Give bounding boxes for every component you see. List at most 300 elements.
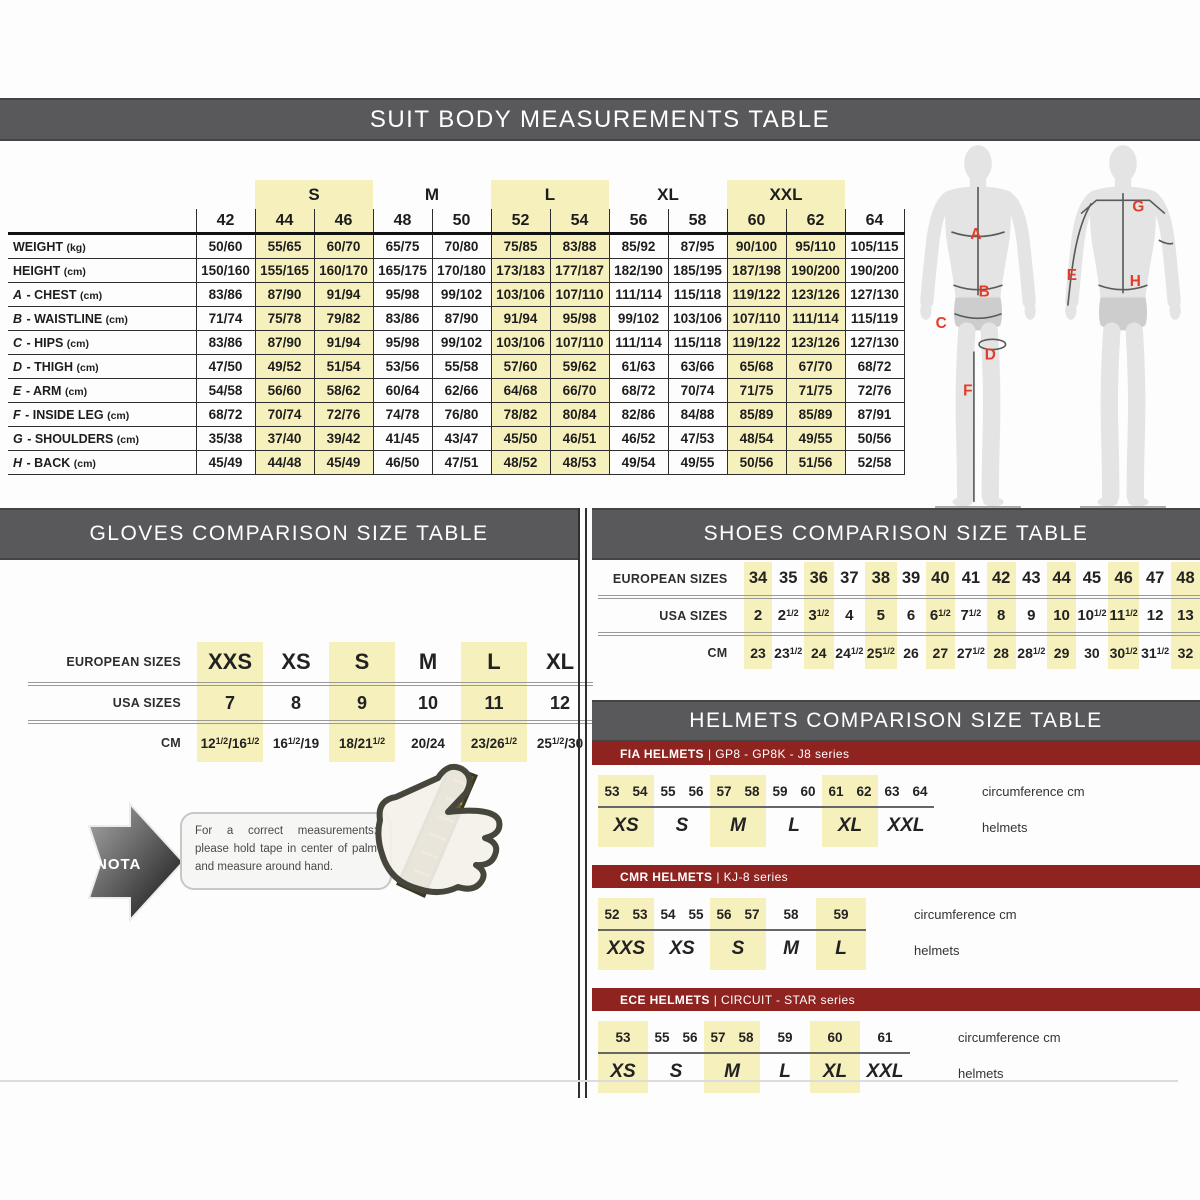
circumference-label: circumference cm xyxy=(982,783,1085,799)
half-fraction: 1/2 xyxy=(850,645,864,656)
helmet-size-cell: XS xyxy=(669,938,695,959)
suit-value-cell: 45/49 xyxy=(196,451,255,475)
shoes-size-cell: 4 xyxy=(834,597,866,634)
suit-value-cell: 127/130 xyxy=(845,331,904,355)
helmet-series-name: ECE HELMETS xyxy=(620,992,710,1007)
shoes-size-cell: $3^{1/2}$ xyxy=(804,597,834,634)
gloves-size-cell: XXS xyxy=(197,642,263,684)
suit-value-cell: 37/40 xyxy=(255,427,314,451)
suit-value-cell: 71/74 xyxy=(196,307,255,331)
suit-value-cell: 60/64 xyxy=(373,379,432,403)
shoes-row xyxy=(598,562,1200,597)
suit-row-unit: (cm) xyxy=(63,265,86,278)
suit-value-cell: 190/200 xyxy=(786,259,845,283)
suit-value-cell: 107/110 xyxy=(727,307,786,331)
circumference-cell: 58 xyxy=(732,1021,760,1053)
helmet-size-table xyxy=(598,1021,1062,1093)
suit-value-cell: 95/98 xyxy=(550,307,609,331)
suit-value-cell: 91/94 xyxy=(491,307,550,331)
suit-value-cell: 35/38 xyxy=(196,427,255,451)
half-fraction: 1/2 xyxy=(504,735,518,746)
suit-value-cell: 165/175 xyxy=(373,259,432,283)
suit-measurements-table xyxy=(8,180,905,475)
gloves-size-cell: 8 xyxy=(263,684,329,722)
suit-data-row xyxy=(8,331,904,355)
suit-value-cell: 187/198 xyxy=(727,259,786,283)
suit-value-cell: 103/106 xyxy=(668,307,727,331)
suit-value-cell: 65/75 xyxy=(373,234,432,259)
suit-value-cell: 85/89 xyxy=(786,403,845,427)
suit-value-cell: 87/91 xyxy=(845,403,904,427)
suit-value-cell: 57/60 xyxy=(491,355,550,379)
nota-arrow-icon xyxy=(86,798,186,928)
half-fraction: 1/2 xyxy=(968,608,982,618)
shoes-size-cell: $27^{1/2}$ xyxy=(956,644,985,661)
row-label: CM xyxy=(160,736,181,750)
shoes-size-cell: 24 xyxy=(804,634,834,669)
shoes-size-cell: 10 xyxy=(1047,597,1076,634)
shoes-size-cell: 26 xyxy=(903,644,919,661)
shoes-size-cell: 43 xyxy=(1016,562,1048,597)
suit-value-cell: 56/60 xyxy=(255,379,314,403)
shoes-size-cell: 29 xyxy=(1047,634,1076,669)
suit-value-cell: 47/50 xyxy=(196,355,255,379)
shoes-size-cell: 9 xyxy=(1016,597,1048,634)
suit-value-cell: 115/118 xyxy=(668,331,727,355)
suit-row-label: HEIGHT (cm) xyxy=(8,259,196,283)
suit-row-unit: (kg) xyxy=(66,241,86,254)
helmets-section-title: HELMETS COMPARISON SIZE TABLE xyxy=(689,709,1103,732)
shoes-size-cell: $2^{1/2}$ xyxy=(772,597,804,634)
suit-value-cell: 87/90 xyxy=(432,307,491,331)
suit-value-cell: 87/95 xyxy=(668,234,727,259)
circumference-cell: 52 xyxy=(598,898,626,930)
circumference-cell: 60 xyxy=(794,775,822,807)
helmets-tables-container xyxy=(592,742,1200,1111)
suit-value-cell: 105/115 xyxy=(845,234,904,259)
circumference-cell: 54 xyxy=(626,775,654,807)
suit-value-cell: 61/63 xyxy=(609,355,668,379)
circumference-cell: 64 xyxy=(906,775,934,807)
suit-value-cell: 185/195 xyxy=(668,259,727,283)
suit-row-unit: (cm) xyxy=(64,385,88,398)
circumference-cell: 62 xyxy=(850,775,878,807)
gloves-size-cell: 11 xyxy=(461,684,527,722)
suit-value-cell: 87/90 xyxy=(255,283,314,307)
shoes-size-cell: 8 xyxy=(987,597,1016,634)
suit-value-cell: 62/66 xyxy=(432,379,491,403)
half-fraction: 1/2 xyxy=(882,645,895,656)
suit-data-row xyxy=(8,283,904,307)
suit-value-cell: 107/110 xyxy=(550,331,609,355)
suit-value-cell: 71/75 xyxy=(786,379,845,403)
helmet-circumference-row xyxy=(598,898,1018,930)
helmet-series-label: | CIRCUIT - STAR series xyxy=(713,992,855,1007)
helmet-size-cell: XS xyxy=(598,1053,648,1093)
helmet-series-bar xyxy=(592,742,1200,765)
half-fraction: 1/2 xyxy=(1156,645,1170,656)
suit-value-cell: 64/68 xyxy=(491,379,550,403)
suit-value-cell: 48/53 xyxy=(550,451,609,475)
row-label: CM xyxy=(707,645,728,660)
helmets-section-title-bar xyxy=(592,700,1200,742)
helmet-size-cell: M xyxy=(710,807,766,847)
measurement-letter-c: C xyxy=(935,315,947,333)
shoes-size-cell: 41 xyxy=(955,562,987,597)
helmet-size-cell: M xyxy=(704,1053,760,1093)
gloves-size-cell: S xyxy=(329,642,395,684)
suit-value-cell: 95/110 xyxy=(786,234,845,259)
circumference-label: circumference cm xyxy=(958,1029,1061,1045)
suit-value-cell: 46/50 xyxy=(373,451,432,475)
suit-value-cell: 85/89 xyxy=(727,403,786,427)
suit-data-row xyxy=(8,355,904,379)
shoes-size-cell: 13 xyxy=(1171,597,1200,634)
circumference-cell: 57 xyxy=(738,898,766,930)
suit-value-cell: 91/94 xyxy=(314,283,373,307)
suit-row-label: A - CHEST (cm) xyxy=(8,283,196,307)
suit-value-cell: 95/98 xyxy=(373,331,432,355)
suit-value-cell: 41/45 xyxy=(373,427,432,451)
suit-value-cell: 60/70 xyxy=(314,234,373,259)
helmets-label: helmets xyxy=(982,819,1028,835)
suit-value-cell: 91/94 xyxy=(314,331,373,355)
gloves-size-cell: M xyxy=(395,642,461,684)
helmet-size-cell: L xyxy=(788,815,800,836)
half-fraction: 1/2 xyxy=(1032,645,1046,656)
suit-value-cell: 68/72 xyxy=(609,379,668,403)
shoes-size-cell: $23^{1/2}$ xyxy=(774,644,803,661)
suit-value-cell: 46/51 xyxy=(550,427,609,451)
suit-value-cell: 177/187 xyxy=(550,259,609,283)
half-fraction: 1/2 xyxy=(551,735,565,746)
half-fraction: 1/2 xyxy=(372,735,386,746)
circumference-cell: 57 xyxy=(710,775,738,807)
suit-row-label: C - HIPS (cm) xyxy=(8,331,196,355)
suit-row-unit: (cm) xyxy=(76,361,99,374)
suit-size-header: 52 xyxy=(491,209,550,234)
suit-value-cell: 43/47 xyxy=(432,427,491,451)
gloves-row xyxy=(28,684,593,722)
shoes-size-cell: 46 xyxy=(1108,562,1140,597)
suit-value-cell: 67/70 xyxy=(786,355,845,379)
half-fraction: 1/2 xyxy=(816,608,830,618)
suit-corner-cell xyxy=(8,180,196,209)
suit-value-cell: 53/56 xyxy=(373,355,432,379)
shoes-size-cell: 32 xyxy=(1171,634,1200,669)
suit-value-cell: 44/48 xyxy=(255,451,314,475)
circumference-cell: 59 xyxy=(766,775,794,807)
suit-row-label: E - ARM (cm) xyxy=(8,379,196,403)
suit-size-header: 50 xyxy=(432,209,491,234)
suit-value-cell: 173/183 xyxy=(491,259,550,283)
suit-value-cell: 80/84 xyxy=(550,403,609,427)
shoes-size-cell: $31^{1/2}$ xyxy=(1141,644,1170,661)
suit-value-cell: 83/86 xyxy=(196,283,255,307)
gloves-size-cell: XS xyxy=(263,642,329,684)
suit-value-cell: 127/130 xyxy=(845,283,904,307)
suit-value-cell: 115/118 xyxy=(668,283,727,307)
suit-value-cell: 39/42 xyxy=(314,427,373,451)
suit-group-label: S xyxy=(255,180,373,209)
suit-value-cell: 83/86 xyxy=(196,331,255,355)
suit-value-cell: 190/200 xyxy=(845,259,904,283)
measurement-letter-g: G xyxy=(1132,198,1145,216)
suit-value-cell: 99/102 xyxy=(432,283,491,307)
suit-value-cell: 99/102 xyxy=(609,307,668,331)
shoes-size-cell: $28^{1/2}$ xyxy=(1017,644,1046,661)
shoes-size-cell: 30 xyxy=(1084,644,1100,661)
suit-size-header: 56 xyxy=(609,209,668,234)
suit-data-row xyxy=(8,234,904,259)
gloves-size-table-container xyxy=(28,642,593,762)
suit-value-cell: 52/58 xyxy=(845,451,904,475)
circumference-cell: 57 xyxy=(704,1021,732,1053)
circumference-cell: 61 xyxy=(822,775,850,807)
suit-value-cell: 87/90 xyxy=(255,331,314,355)
suit-group-label xyxy=(196,180,255,209)
helmet-series-bar xyxy=(592,988,1200,1011)
suit-value-cell: 51/56 xyxy=(786,451,845,475)
suit-size-header: 64 xyxy=(845,209,904,234)
suit-data-row xyxy=(8,427,904,451)
suit-value-cell: 47/53 xyxy=(668,427,727,451)
helmet-series-name: FIA HELMETS xyxy=(620,746,704,761)
helmet-series-label: | KJ-8 series xyxy=(716,869,789,884)
suit-value-cell: 51/54 xyxy=(314,355,373,379)
suit-group-label xyxy=(845,180,904,209)
circumference-cell: 63 xyxy=(878,775,906,807)
suit-value-cell: 70/74 xyxy=(255,403,314,427)
helmet-size-cell: XXL xyxy=(866,1061,904,1082)
shoes-size-cell: 40 xyxy=(926,562,956,597)
suit-value-cell: 55/58 xyxy=(432,355,491,379)
gloves-size-cell: $18/21^{1/2}$ xyxy=(329,722,395,762)
suit-value-cell: 84/88 xyxy=(668,403,727,427)
half-fraction: 1/2 xyxy=(246,735,260,746)
suit-value-cell: 45/49 xyxy=(314,451,373,475)
suit-value-cell: 66/70 xyxy=(550,379,609,403)
circumference-cell: 53 xyxy=(598,775,626,807)
suit-value-cell: 119/122 xyxy=(727,331,786,355)
gloves-size-cell: $12^{1/2}/16^{1/2}$ xyxy=(197,722,263,762)
gloves-size-cell: $23/26^{1/2}$ xyxy=(461,722,527,762)
suit-value-cell: 90/100 xyxy=(727,234,786,259)
helmet-sizes-row xyxy=(598,807,1086,847)
circumference-cell: 53 xyxy=(598,1021,648,1053)
suit-group-label: L xyxy=(491,180,609,209)
suit-sizes-row xyxy=(8,209,904,234)
shoes-size-cell: $30^{1/2}$ xyxy=(1108,634,1140,669)
suit-value-cell: 103/106 xyxy=(491,331,550,355)
suit-value-cell: 59/62 xyxy=(550,355,609,379)
circumference-cell: 54 xyxy=(654,898,682,930)
measurement-letter-a: A xyxy=(970,226,982,244)
suit-value-cell: 49/55 xyxy=(786,427,845,451)
suit-value-cell: 76/80 xyxy=(432,403,491,427)
helmet-size-cell: L xyxy=(779,1061,791,1082)
helmet-series-name: CMR HELMETS xyxy=(620,869,713,884)
bottom-rule-line xyxy=(0,1080,1178,1082)
shoes-size-cell: 47 xyxy=(1139,562,1171,597)
shoes-section-title: SHOES COMPARISON SIZE TABLE xyxy=(703,522,1089,545)
gloves-size-cell: XL xyxy=(527,642,593,684)
helmets-label: helmets xyxy=(958,1065,1004,1081)
helmet-size-cell: S xyxy=(710,930,766,970)
suit-value-cell: 182/190 xyxy=(609,259,668,283)
suit-data-row xyxy=(8,307,904,331)
suit-group-label: XL xyxy=(657,184,679,204)
suit-row-label: F - INSIDE LEG (cm) xyxy=(8,403,196,427)
circumference-cell: 56 xyxy=(682,775,710,807)
suit-group-label: M xyxy=(424,184,440,204)
suit-value-cell: 115/119 xyxy=(845,307,904,331)
suit-value-cell: 119/122 xyxy=(727,283,786,307)
helmet-circumference-row xyxy=(598,1021,1062,1053)
suit-value-cell: 95/98 xyxy=(373,283,432,307)
mannequin-figures xyxy=(903,142,1200,510)
gloves-size-cell: $25^{1/2}/30$ xyxy=(536,735,584,751)
suit-group-row xyxy=(8,180,904,209)
shoes-size-cell: $11^{1/2}$ xyxy=(1108,597,1140,634)
helmet-size-cell: XXS xyxy=(598,930,654,970)
mannequin-back-figure xyxy=(1053,142,1193,510)
suit-value-cell: 50/56 xyxy=(727,451,786,475)
helmet-series-bar xyxy=(592,865,1200,888)
measurement-letter-e: E xyxy=(1066,267,1078,284)
shoes-size-cell: 12 xyxy=(1139,597,1171,634)
half-fraction: 1/2 xyxy=(287,735,301,746)
suit-value-cell: 74/78 xyxy=(373,403,432,427)
suit-value-cell: 111/114 xyxy=(609,283,668,307)
helmet-size-cell: XL xyxy=(810,1053,860,1093)
helmet-sizes-row xyxy=(598,1053,1062,1093)
suit-value-cell: 83/88 xyxy=(550,234,609,259)
shoes-size-cell: 35 xyxy=(772,562,804,597)
measurement-letter-b: B xyxy=(978,283,990,301)
suit-value-cell: 49/52 xyxy=(255,355,314,379)
shoes-size-cell: 44 xyxy=(1047,562,1076,597)
helmet-sizes-row xyxy=(598,930,1018,970)
suit-value-cell: 155/165 xyxy=(255,259,314,283)
suit-value-cell: 111/114 xyxy=(609,331,668,355)
suit-value-cell: 71/75 xyxy=(727,379,786,403)
suit-value-cell: 50/60 xyxy=(196,234,255,259)
circumference-cell: 55 xyxy=(682,898,710,930)
helmet-size-cell: L xyxy=(816,930,866,970)
half-fraction: 1/2 xyxy=(1094,608,1107,618)
measurement-letter-d: D xyxy=(984,346,996,364)
suit-value-cell: 103/106 xyxy=(491,283,550,307)
suit-size-header: 54 xyxy=(550,209,609,234)
suit-data-row xyxy=(8,451,904,475)
suit-value-cell: 170/180 xyxy=(432,259,491,283)
circumference-cell: 58 xyxy=(738,775,766,807)
gloves-size-cell: 7 xyxy=(197,684,263,722)
measurement-letter-f: F xyxy=(963,382,973,400)
suit-value-cell: 70/80 xyxy=(432,234,491,259)
suit-value-cell: 55/65 xyxy=(255,234,314,259)
half-fraction: 1/2 xyxy=(786,608,799,618)
half-fraction: 1/2 xyxy=(215,735,229,746)
suit-value-cell: 111/114 xyxy=(786,307,845,331)
suit-value-cell: 75/78 xyxy=(255,307,314,331)
circumference-cell: 55 xyxy=(654,775,682,807)
suit-size-header: 44 xyxy=(255,209,314,234)
suit-row-unit: (cm) xyxy=(116,433,139,446)
suit-value-cell: 72/76 xyxy=(845,379,904,403)
shoes-size-cell: 37 xyxy=(834,562,866,597)
shoes-size-cell: $7^{1/2}$ xyxy=(955,597,987,634)
suit-row-unit: (cm) xyxy=(105,313,128,326)
gloves-section-title: GLOVES COMPARISON SIZE TABLE xyxy=(89,522,489,545)
helmet-size-table xyxy=(598,775,1086,847)
shoes-size-cell: 39 xyxy=(897,562,926,597)
circumference-cell: 53 xyxy=(626,898,654,930)
row-label: USA SIZES xyxy=(28,684,197,722)
suit-value-cell: 45/50 xyxy=(491,427,550,451)
mannequin-front-figure xyxy=(903,142,1053,510)
shoes-size-cell: 42 xyxy=(987,562,1016,597)
suit-value-cell: 150/160 xyxy=(196,259,255,283)
suit-value-cell: 123/126 xyxy=(786,331,845,355)
suit-section-title-bar xyxy=(0,98,1200,141)
shoes-size-cell: 27 xyxy=(926,634,956,669)
circumference-cell: 55 xyxy=(648,1021,676,1053)
row-label: USA SIZES xyxy=(598,597,744,634)
suit-measurements-table-container xyxy=(8,180,905,475)
helmet-series-label: | GP8 - GP8K - J8 series xyxy=(707,746,850,761)
suit-section-title: SUIT BODY MEASUREMENTS TABLE xyxy=(369,105,831,133)
suit-data-row xyxy=(8,403,904,427)
shoes-size-cell: $6^{1/2}$ xyxy=(926,597,956,634)
shoes-size-cell: 5 xyxy=(865,597,897,634)
suit-value-cell: 46/52 xyxy=(609,427,668,451)
section-divider-line xyxy=(578,508,587,1098)
suit-row-label: WEIGHT (kg) xyxy=(8,234,196,259)
helmets-label: helmets xyxy=(914,942,960,958)
helmet-size-table xyxy=(598,898,1018,970)
helmet-size-cell: XXL xyxy=(887,815,925,836)
suit-value-cell: 99/102 xyxy=(432,331,491,355)
suit-value-cell: 48/54 xyxy=(727,427,786,451)
shoes-section-title-bar xyxy=(592,508,1200,560)
shoes-size-cell: $10^{1/2}$ xyxy=(1076,597,1108,634)
circumference-label: circumference cm xyxy=(914,906,1017,922)
suit-sizes-corner xyxy=(8,209,196,234)
shoes-size-cell: 36 xyxy=(804,562,834,597)
half-fraction: 1/2 xyxy=(789,645,803,656)
gloves-size-cell: $16^{1/2}/19$ xyxy=(272,735,320,751)
suit-row-unit: (cm) xyxy=(66,337,89,350)
circumference-cell: 61 xyxy=(860,1021,910,1053)
half-fraction: 1/2 xyxy=(1125,608,1138,618)
nota-label: NOTA xyxy=(96,856,142,873)
helmet-size-cell: M xyxy=(783,938,799,959)
gloves-section-title-bar xyxy=(0,508,578,560)
suit-value-cell: 70/74 xyxy=(668,379,727,403)
circumference-cell: 59 xyxy=(816,898,866,930)
suit-row-label: H - BACK (cm) xyxy=(8,451,196,475)
measurement-letter-h: H xyxy=(1129,273,1141,291)
helmet-size-cell: XS xyxy=(598,807,654,847)
shoes-size-cell: 2 xyxy=(744,597,773,634)
helmet-circumference-row xyxy=(598,775,1086,807)
half-fraction: 1/2 xyxy=(938,608,951,618)
suit-value-cell: 72/76 xyxy=(314,403,373,427)
gloves-row xyxy=(28,722,593,762)
suit-data-row xyxy=(8,259,904,283)
